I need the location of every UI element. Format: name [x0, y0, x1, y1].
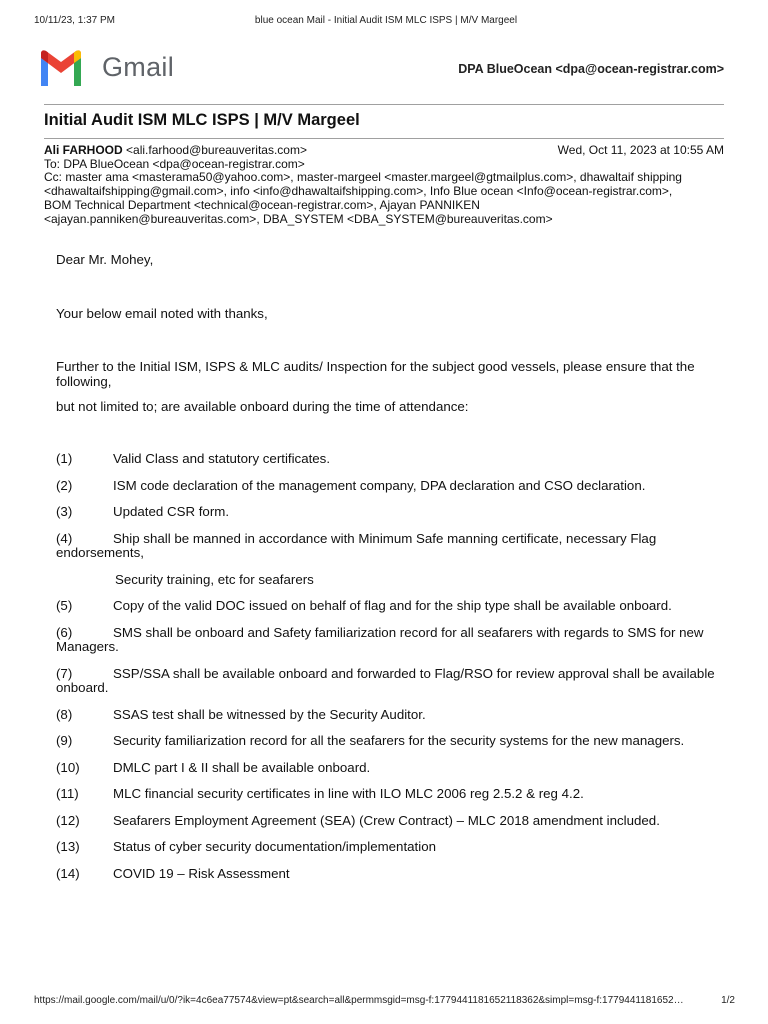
- item-text: Security familiarization record for all the seafarers for the security systems for the new managers.: [113, 733, 685, 748]
- item-text: Valid Class and statutory certificates.: [113, 451, 331, 466]
- list-item: [56, 840, 724, 855]
- cc-line: <dhawaltaifshipping@gmail.com>, info <info@dhawaltaifshipping.com>, Info Blue ocean <Info@ocean-registrar.com>,: [44, 184, 673, 199]
- list-item: [56, 867, 724, 882]
- body-paragraph-1: Your below email noted with thanks,: [56, 306, 268, 321]
- message-header: [44, 144, 724, 226]
- list-item: [56, 734, 724, 749]
- item-number: (10): [56, 759, 80, 775]
- item-number: (3): [56, 504, 73, 519]
- email-subject: Initial Audit ISM MLC ISPS | M/V Margeel: [44, 111, 360, 129]
- cc-line: BOM Technical Department <technical@ocean-registrar.com>, Ajayan PANNIKEN: [44, 197, 480, 212]
- item-number: (4): [56, 530, 73, 546]
- print-footer-url[interactable]: https://mail.google.com/mail/u/0/?ik=4c6ea77574&view=pt&search=all&permmsgid=msg-f:1779441181652118362&simpl=msg-f:1779441181652…: [34, 995, 684, 1006]
- gmail-wordmark: Gmail: [102, 52, 175, 82]
- item-number: (13): [56, 839, 80, 854]
- item-number: (9): [56, 733, 73, 748]
- item-number: (5): [56, 598, 73, 613]
- to-line: To: DPA BlueOcean <dpa@ocean-registrar.com>: [44, 156, 305, 171]
- item-number: (8): [56, 706, 73, 722]
- print-header: [34, 15, 738, 29]
- item-number: (14): [56, 865, 80, 881]
- item-text: MLC financial security certificates in line with ILO MLC 2006 reg 2.5.2 & reg 4.2.: [113, 786, 584, 801]
- list-item-continuation: [56, 573, 724, 588]
- cc-line: Cc: master ama <masterama50@yahoo.com>, master-margeel <master.margeel@gtmailplus.com>, dhawaltaif shipping: [44, 170, 682, 185]
- item-number: (2): [56, 477, 73, 493]
- sender-name: Ali FARHOOD: [44, 143, 123, 157]
- item-text: Copy of the valid DOC issued on behalf of flag and for the ship type shall be available onboard.: [113, 598, 672, 613]
- list-item: [56, 479, 724, 494]
- list-item: [56, 787, 724, 802]
- cc-line: <ajayan.panniken@bureauveritas.com>, DBA_SYSTEM <DBA_SYSTEM@bureauveritas.com>: [44, 211, 553, 226]
- item-text: COVID 19 – Risk Assessment: [113, 865, 290, 881]
- print-datetime: 10/11/23, 1:37 PM: [34, 15, 115, 26]
- item-number: (7): [56, 665, 73, 681]
- item-text: Status of cyber security documentation/implementation: [113, 839, 436, 854]
- list-item: [56, 505, 724, 520]
- list-item: [56, 761, 724, 776]
- message-date: Wed, Oct 11, 2023 at 10:55 AM: [557, 143, 724, 157]
- print-page-number: 1/2: [721, 995, 735, 1006]
- sender-email: <ali.farhood@bureauveritas.com>: [126, 143, 307, 157]
- list-item: [56, 452, 724, 467]
- body-paragraph-3: but not limited to; are available onboard during the time of attendance:: [56, 399, 469, 414]
- list-item: [56, 814, 724, 829]
- item-text: ISM code declaration of the management company, DPA declaration and CSO declaration.: [113, 477, 646, 493]
- list-item: [56, 708, 724, 723]
- greeting: Dear Mr. Mohey,: [56, 252, 154, 267]
- print-title: blue ocean Mail - Initial Audit ISM MLC ISPS | M/V Margeel: [254, 15, 518, 26]
- item-text: SSAS test shall be witnessed by the Security Auditor.: [113, 706, 426, 722]
- gmail-header: [38, 48, 724, 90]
- item-number: (1): [56, 451, 73, 466]
- item-text: Seafarers Employment Agreement (SEA) (Crew Contract) – MLC 2018 amendment included.: [113, 812, 660, 828]
- list-item: [56, 532, 724, 561]
- divider-top: [44, 104, 724, 105]
- body-paragraph-2: Further to the Initial ISM, ISPS & MLC audits/ Inspection for the subject good vessels, please ensure that the following,: [56, 359, 695, 389]
- item-number: (6): [56, 624, 73, 640]
- item-text: SMS shall be onboard and Safety familiarization record for all seafarers with regards to SMS for new Managers.: [56, 624, 704, 654]
- item-text: Ship shall be manned in accordance with Minimum Safe manning certificate, necessary Flag endorsements,: [56, 530, 657, 560]
- item-text: DMLC part I & II shall be available onboard.: [113, 759, 371, 775]
- list-item: [56, 626, 724, 655]
- item-text: Updated CSR form.: [113, 504, 230, 519]
- requirements-list: [56, 452, 724, 893]
- list-item: [56, 599, 724, 614]
- account-identity: DPA BlueOcean <dpa@ocean-registrar.com>: [458, 62, 724, 76]
- gmail-logo-icon[interactable]: [38, 48, 84, 88]
- list-item: [56, 667, 724, 696]
- item-text: Security training, etc for seafarers: [115, 571, 314, 587]
- item-number: (11): [56, 786, 79, 801]
- item-number: (12): [56, 812, 80, 828]
- item-text: SSP/SSA shall be available onboard and forwarded to Flag/RSO for review approval shall be available onboard.: [56, 665, 715, 695]
- divider-subject: [44, 138, 724, 139]
